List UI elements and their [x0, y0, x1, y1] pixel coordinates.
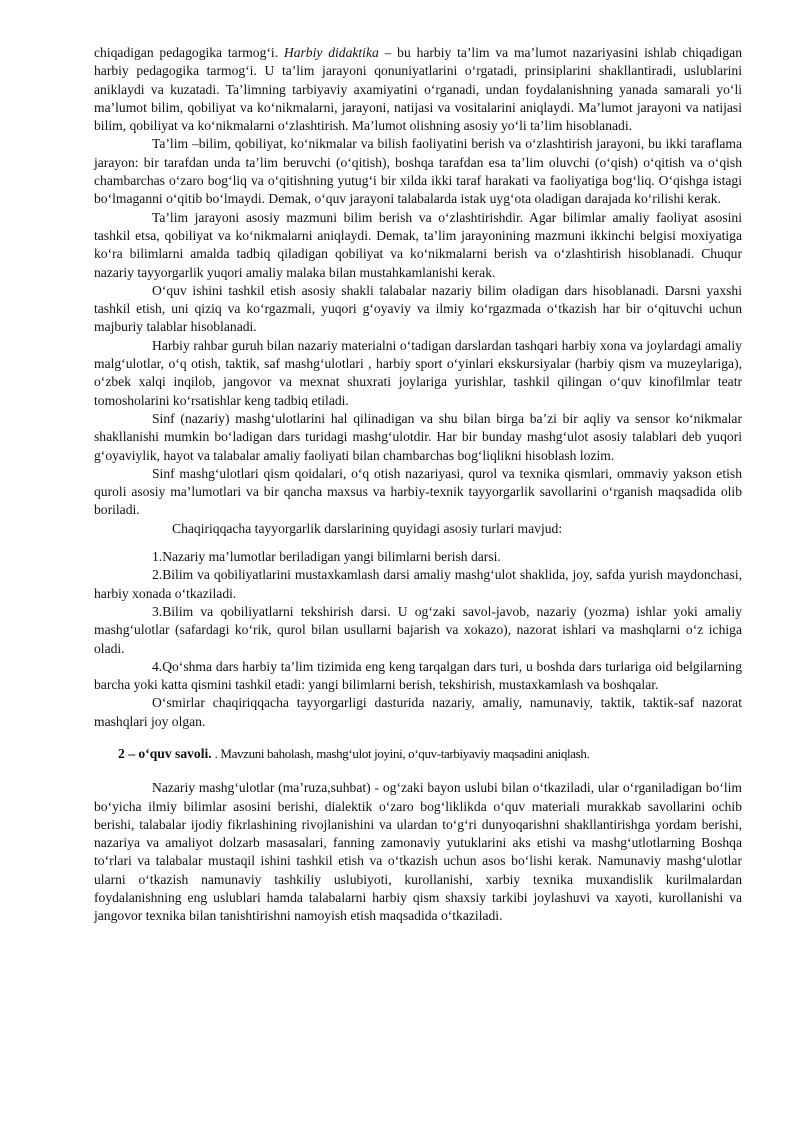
list-item-1: 1.Nazariy ma’lumotlar beriladigan yangi bilimlarni berish darsi.	[152, 549, 501, 565]
section-heading-number: 2 – o‘quv savoli.	[118, 745, 212, 761]
paragraph-text: – bu harbiy ta’lim va ma’lumot nazariyasini ishlab chiqadigan harbiy pedagogika tarmog‘i. U ta’lim jarayoni qonuniyatlarini o‘rgatadi, prinsiplarini shakllantiradi, uslublarini aniklaydi va kuzatadi. Ta’limning tarbiyaviy axamiyatini o‘rganadi, undan foydalanishning yanada samarali yo‘li ma’lumot bilim, qobiliyat va ko‘nikmalarni, jarayoni, natijasi va vositalarini aniqlaydi. Ma’lumot jarayoni va natijasi bilim, qobiliyat va ko‘nikmalarni o‘zlashtirish. Ma’lumot olishning asosiy yo‘li ta’lim hisoblanadi.	[94, 45, 743, 134]
list-item-3: 3.Bilim va qobiliyatlarni tekshirish darsi. U og‘zaki savol-javob, nazariy (yozma) ishlar yoki amaliy mashg‘ulotlar (safardagi ko‘rik, qurol bilan usullarni bajarish va xokazo), nazorat ishlari va mashqlarni o‘z ichiga oladi.	[94, 603, 742, 656]
italic-term: Harbiy didaktika	[283, 45, 379, 60]
paragraph-lesson-types-intro: Chaqiriqqacha tayyorgarlik darslarining quyidagi asosiy turlari mavjud:	[172, 520, 563, 536]
paragraph-text: chiqadigan pedagogika tarmog‘i.	[94, 45, 284, 60]
paragraph-talim-definition: Ta’lim –bilim, qobiliyat, ko‘nikmalar va bilish faoliyatini berish va o‘zlashtirish jarayoni, bu ikki taraflama jarayon: bir tarafdan unda ta’lim beruvchi (o‘qitish), boshqa tarafdan esa ta’lim oluvchi (o‘qish) o‘qitish va o‘qish chambarchas o‘zaro bog‘liq va o‘qitishning yutug‘i bir xilda ikki taraf harakati va faoliyatiga bog‘liq. O‘qishga istagi bo‘lmaganni o‘qitib bo‘lmaydi. Demak, o‘quv jarayoni talabalarda istak uyg‘ota oladigan darajada ko‘rilishi kerak.	[94, 136, 742, 207]
list-item-4: 4.Qo‘shma dars harbiy ta’lim tizimida eng keng tarqalgan dars turi, u boshda dars turlariga oid belgilarning barcha yoki katta qismini tashkil etadi: yangi bilimlarni berish, tekshirish, mustaxkamlash va boshqalar.	[94, 658, 742, 693]
paragraph-theoretical-lessons: Nazariy mashg‘ulotlar (ma’ruza,suhbat) - og‘zaki bayon uslubi bilan o‘tkaziladi, ular o‘rganiladigan bo‘lim bo‘yicha ilmiy bilimlar asosini berishi, dialektik o‘zaro bog‘liklikda o‘quv materiali murakkab savollarini ochib berishi, talabalar ijodiy fikrlashining rivojlanishini va ulardan to‘g‘ri dunyoqarishni shakllantirishga yordam berishi, nazariya va amaliyot dolzarb masasalari, fanning zamonaviy yutuklarini aks etishi va mashg‘utlotlarning Boshqa to‘rlari va talabalar mustaqil ishini tashkil etish va o‘tkazish uchun asos bo‘lishi kerak. Namunaviy mashg‘ulotlar ularni o‘tkazish namunaviy tashkiliy uslubiyoti, kurollanishi, xarbiy texnika muxandislik kurilmalardan foydalanishning eng uslublari hamda talabalarni harbiy qism shaxsiy tarkibi joylashuvi va xayoti, kurollanishi va jangovor texnika bilan tanishtirishni namoyish etish maqsadida o‘tkaziladi.	[94, 780, 742, 924]
paragraph-program: O‘smirlar chaqiriqqacha tayyorgarligi dasturida nazariy, amaliy, namunaviy, taktik, taktik-saf nazorat mashqlari joy olgan.	[94, 695, 742, 729]
paragraph-harbiy-didaktika	[94, 44, 742, 135]
paragraph-class-topics: Sinf mashg‘ulotlari qism qoidalari, o‘q otish nazariyasi, qurol va texnika qismlari, ommaviy yakson etish quroli asosiy ma’lumotlari va bir qancha maxsus va harbiy-texnik tayyorgarlik savollarini o‘rganish maqsadida olib boriladi.	[94, 465, 742, 518]
paragraph-talim-content: Ta’lim jarayoni asosiy mazmuni bilim berish va o‘zlashtirishdir. Agar bilimlar amaliy faoliyat asosini tashkil etsa, qobiliyat va ko‘nikmalarni aniqlaydi. Demak, ta’lim jarayonining mazmuni ikkinchi belgisi moxiyatiga ko‘ra bilimlarni amalda tadbiq qiladigan qobiliyat va ko‘nikmalarni berish va o‘zlashtirish hisoblanadi. Chuqur nazariy tayyorgarlik yuqori amaliy malaka bilan mustahkamlanishi kerak.	[94, 209, 742, 280]
paragraph-lesson-form: O‘quv ishini tashkil etish asosiy shakli talabalar nazariy bilim oladigan dars hisoblanadi. Darsni yaxshi tashkil etish, uni qiziq va ko‘rgazmali, yuqori g‘oyaviy va ilmiy ko‘rgazmada o‘tkazish har bir o‘qituvchi uchun majburiy talablar hisoblanadi.	[94, 282, 742, 335]
document-page	[94, 44, 742, 926]
section-heading-text: . Mavzuni baholash, mashg‘ulot joyini, o‘quv-tarbiyaviy maqsadini aniqlash.	[211, 745, 590, 761]
list-item-2: 2.Bilim va qobiliyatlarini mustaxkamlash darsi amaliy mashg‘ulot shaklida, joy, safda yurish maydonchasi, harbiy xonada o‘tkaziladi.	[94, 567, 742, 601]
section-heading	[94, 745, 742, 763]
paragraph-military-leader: Harbiy rahbar guruh bilan nazariy materialni o‘tadigan darslardan tashqari harbiy xona va joylardagi amaliy malg‘ulotlar, o‘q otish, taktik, saf mashg‘ulotlari , harbiy sport o‘yinlari ekskursiyalar (harbiy qism va muzeylariga), o‘zbek xalqi inqilob, jangovor va mexnat shuxrati joylariga yurishlar, tashkil qilingan o‘quv kinofilmlar teatr tomosholarini ko‘rsatishlar keng tadbiq etiladi.	[94, 337, 742, 408]
paragraph-class-lessons: Sinf (nazariy) mashg‘ulotlarini hal qilinadigan va shu bilan birga ba’zi bir aqliy va sensor ko‘nikmalar shakllanishi mumkin bo‘ladigan dars turidagi mashg‘ulotdir. Har bir bunday mashg‘ulot asosiy talablari deb yuqori g‘oyaviylik, hayot va talabalar amaliy faoliyati bilan chambarchas bog‘liqlikni hisoblash lozim.	[94, 410, 742, 463]
